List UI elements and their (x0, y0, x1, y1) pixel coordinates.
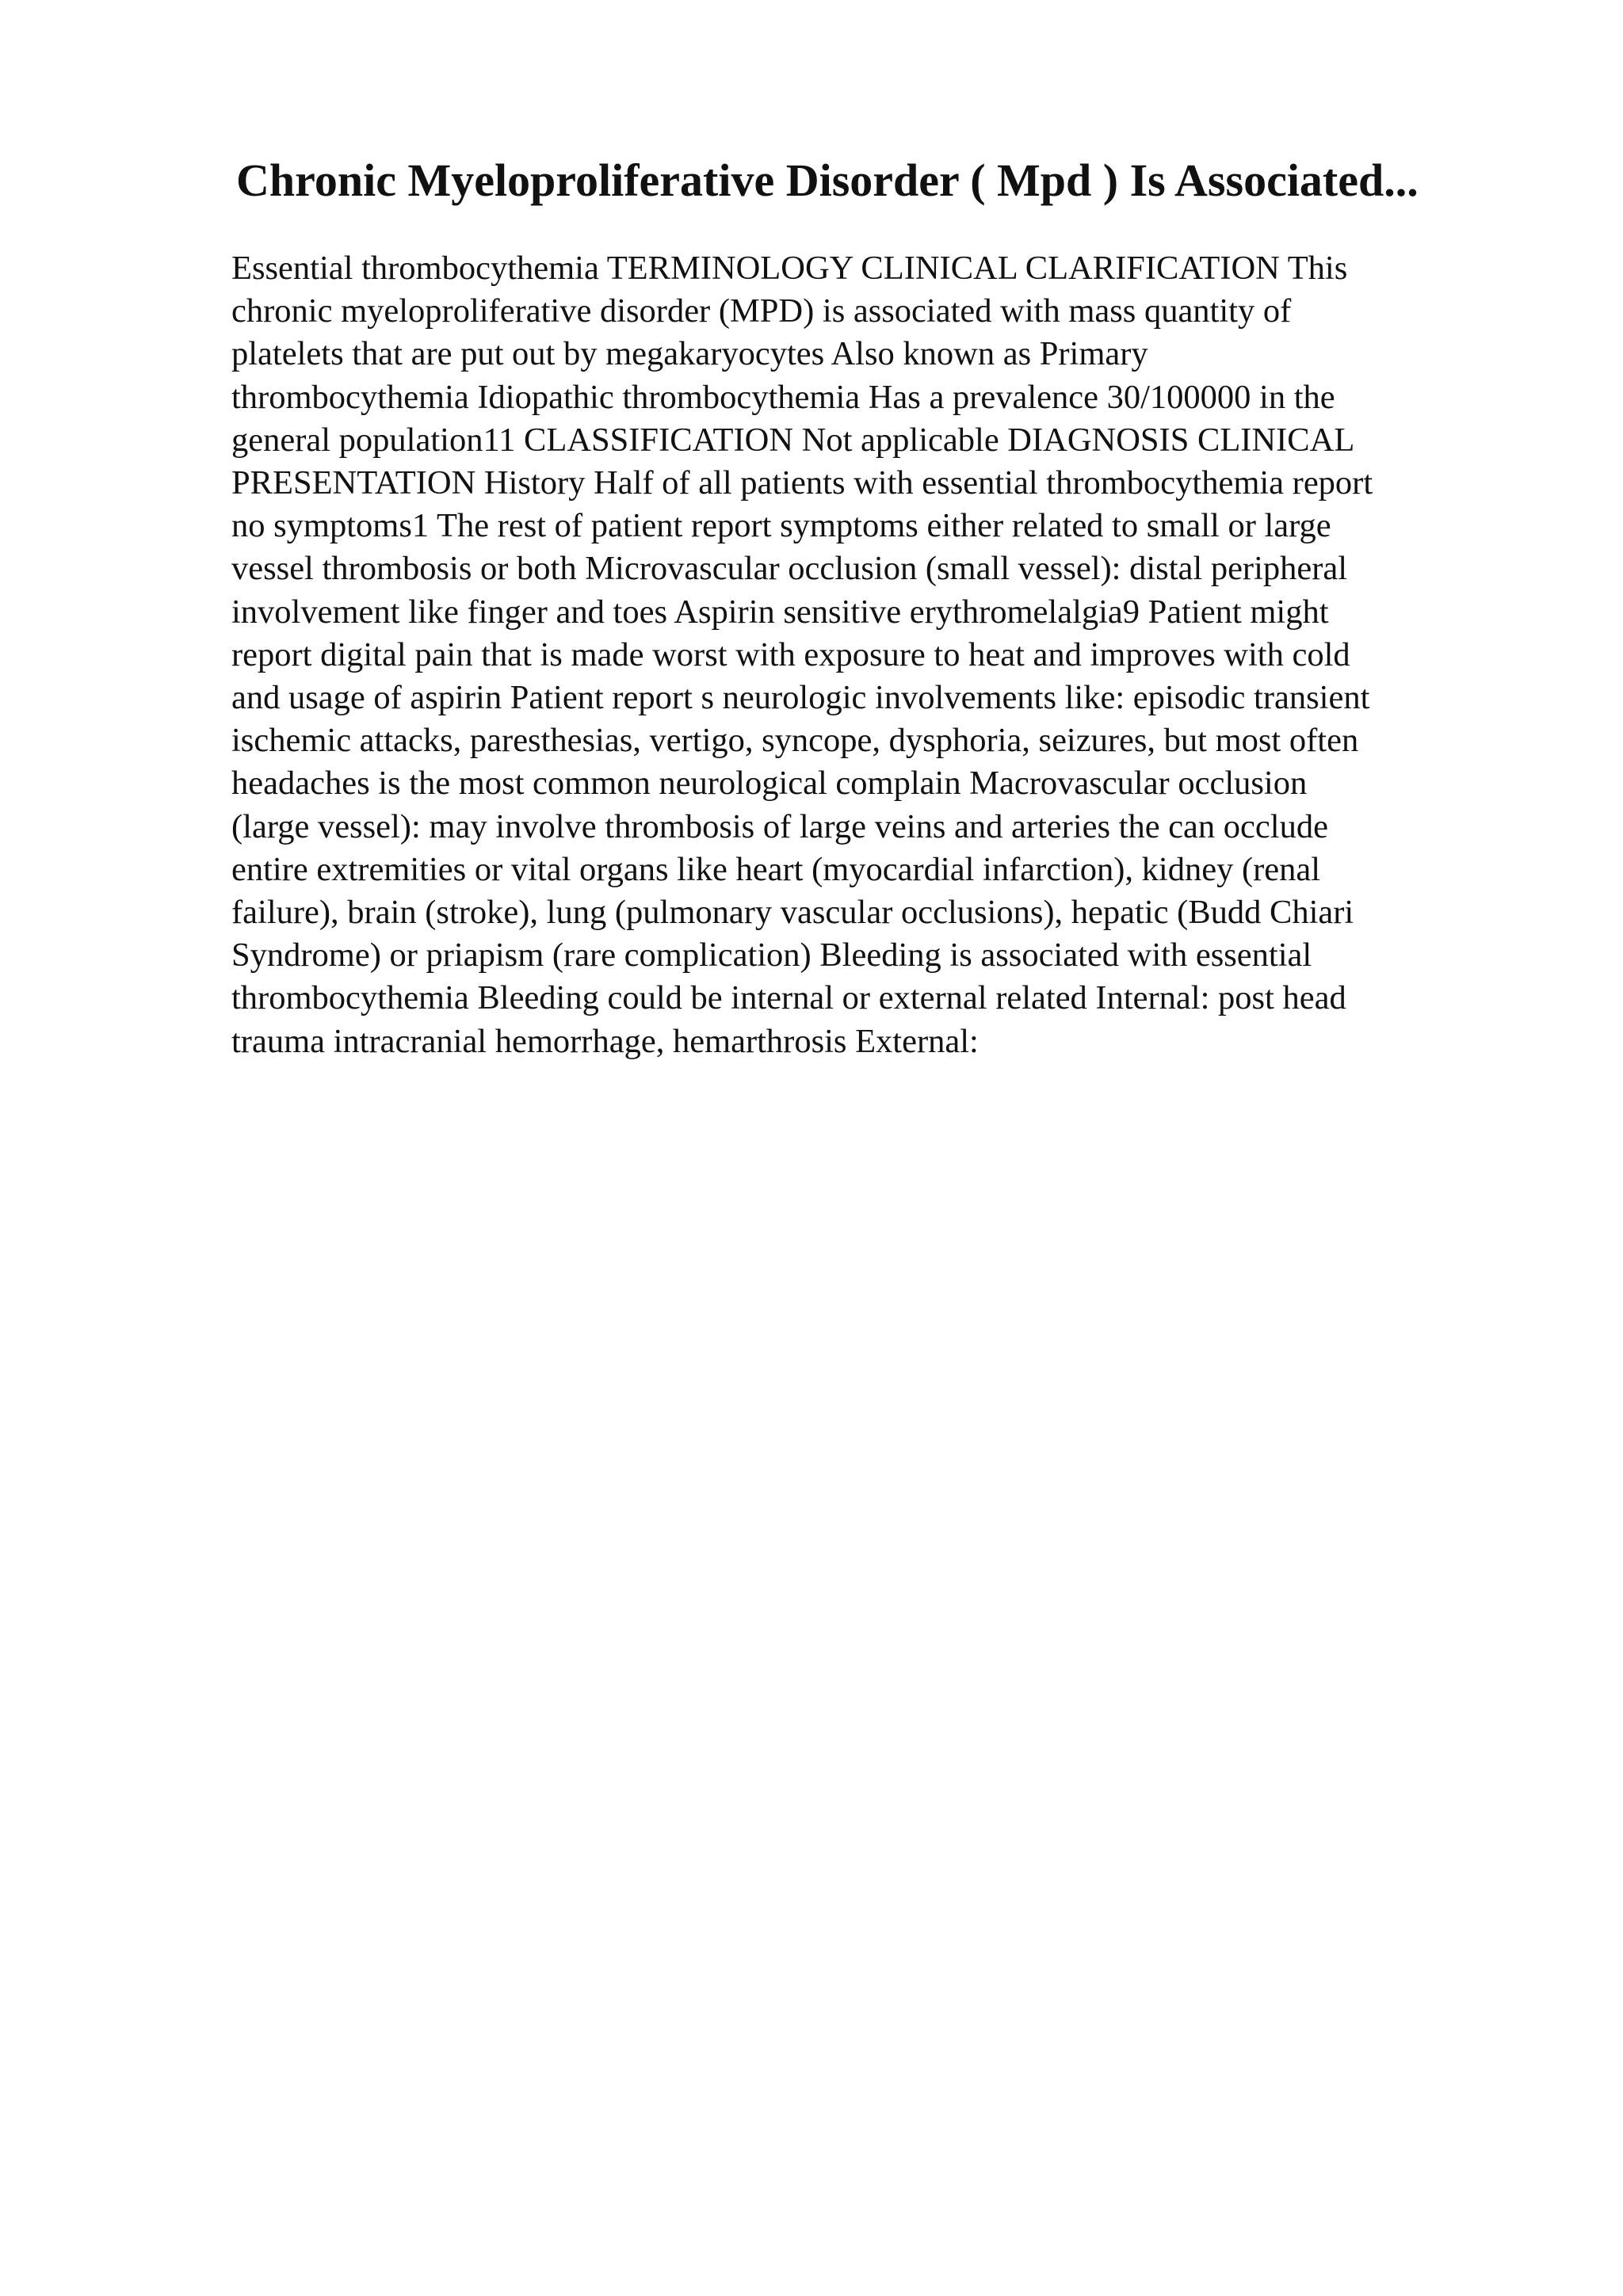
body-line: general population11 CLASSIFICATION Not applicable DIAGNOSIS CLINICAL (231, 421, 1355, 459)
document-body (231, 247, 1515, 1063)
body-line: and usage of aspirin Patient report s neurologic involvements like: episodic transient (231, 679, 1370, 717)
body-line: PRESENTATION History Half of all patients with essential thrombocythemia report (231, 464, 1373, 502)
body-line: (large vessel): may involve thrombosis of large veins and arteries the can occlude (231, 807, 1328, 845)
body-line: ischemic attacks, paresthesias, vertigo, syncope, dysphoria, seizures, but most often (231, 722, 1359, 760)
body-line: report digital pain that is made worst with exposure to heat and improves with cold (231, 635, 1350, 673)
body-line: involvement like finger and toes Aspirin sensitive erythromelalgia9 Patient might (231, 593, 1329, 631)
document-title: Chronic Myeloproliferative Disorder ( Mpd ) Is Associated... (236, 154, 1419, 206)
body-line: no symptoms1 The rest of patient report symptoms either related to small or large (231, 507, 1331, 545)
body-line: trauma intracranial hemorrhage, hemarthrosis External: (231, 1022, 979, 1060)
body-line: Syndrome) or priapism (rare complication) Bleeding is associated with essential (231, 936, 1312, 974)
body-line: headaches is the most common neurological complain Macrovascular occlusion (231, 765, 1308, 803)
body-line: vessel thrombosis or both Microvascular occlusion (small vessel): distal peripheral (231, 550, 1348, 588)
body-line: platelets that are put out by megakaryocytes Also known as Primary (231, 335, 1148, 373)
body-line: thrombocythemia Bleeding could be internal or external related Internal: post head (231, 979, 1346, 1017)
body-line: chronic myeloproliferative disorder (MPD) is associated with mass quantity of (231, 292, 1292, 330)
body-line: failure), brain (stroke), lung (pulmonary vascular occlusions), hepatic (Budd Chiari (231, 894, 1354, 932)
body-line: Essential thrombocythemia TERMINOLOGY CLINICAL CLARIFICATION This (231, 250, 1348, 287)
body-line: thrombocythemia Idiopathic thrombocythemia Has a prevalence 30/100000 in the (231, 378, 1335, 416)
body-line: entire extremities or vital organs like heart (myocardial infarction), kidney (renal (231, 850, 1321, 888)
